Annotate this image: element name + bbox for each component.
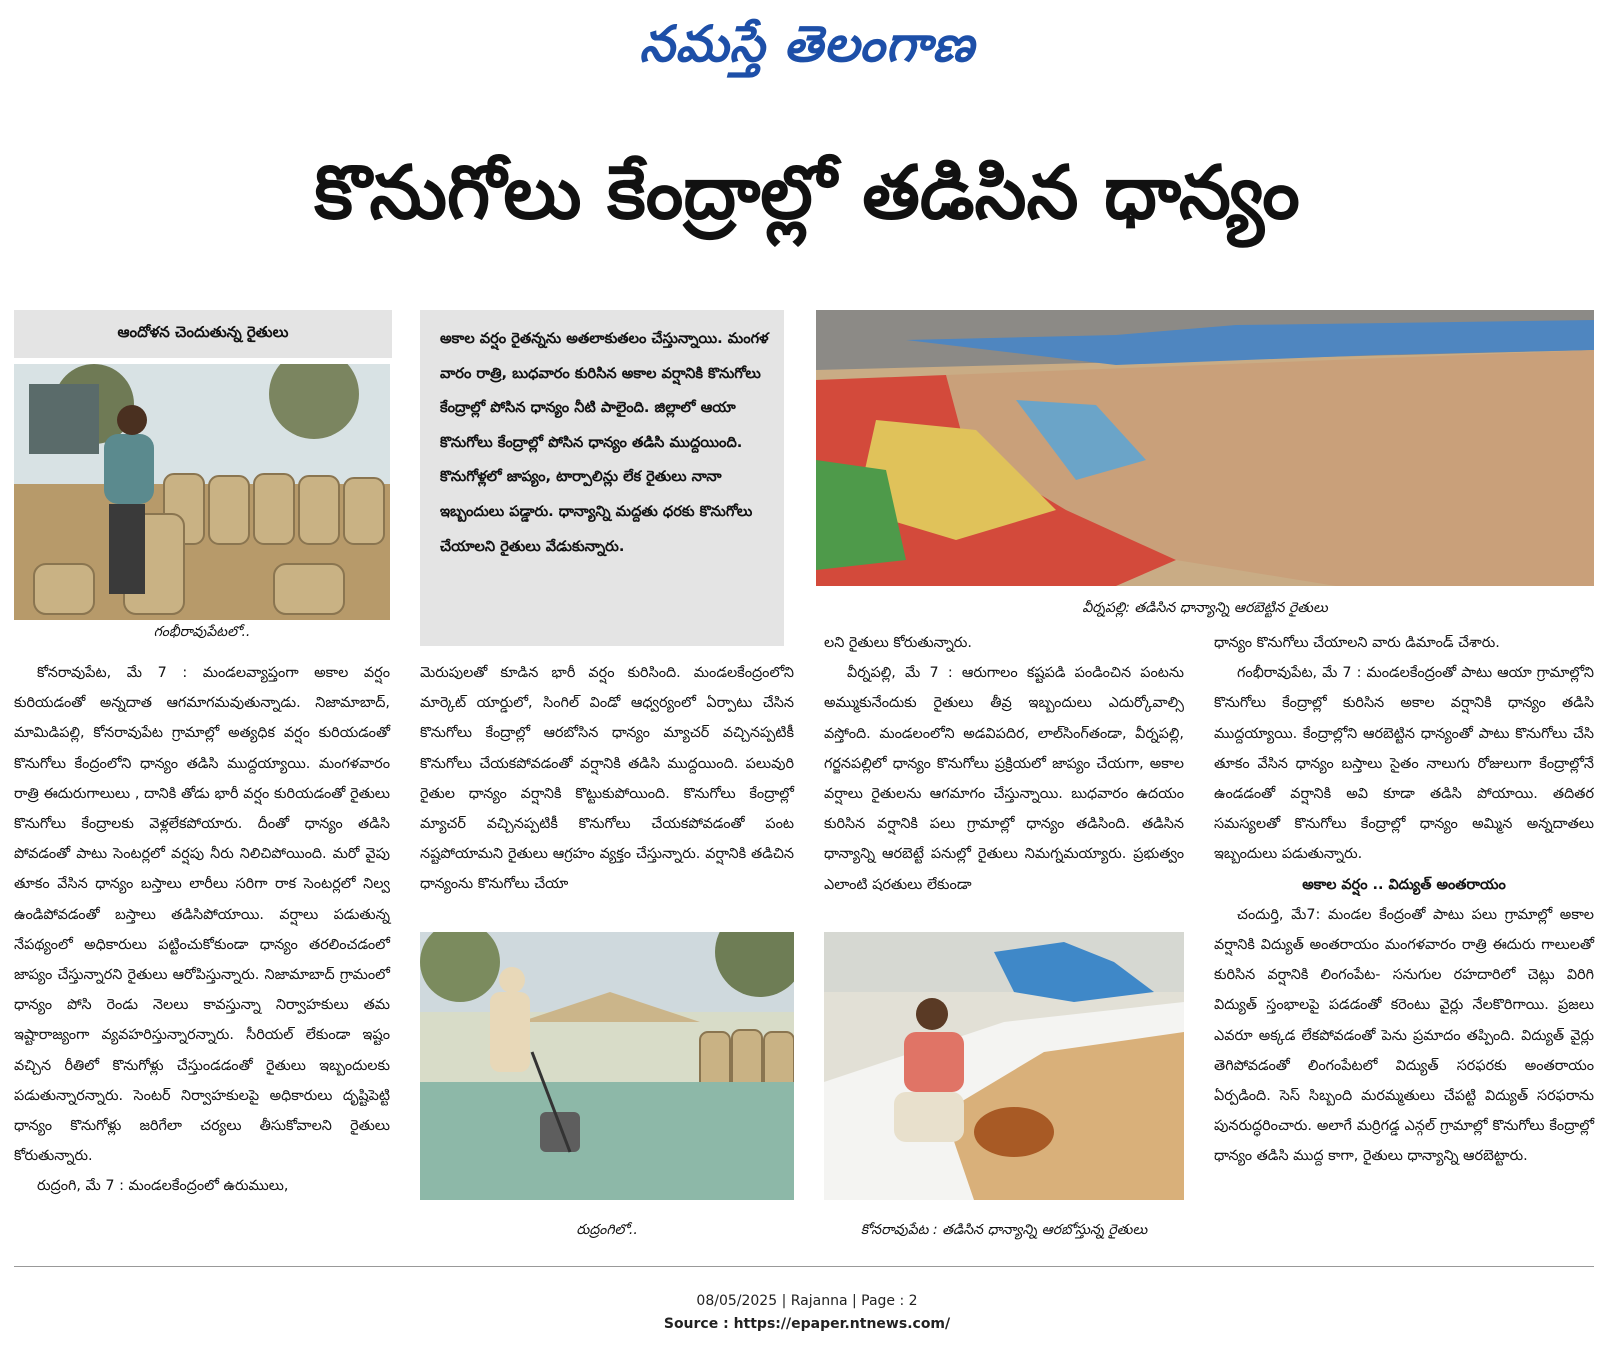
- photo-farmer-with-sacks: [14, 364, 390, 620]
- caption-photo1: గంభీరావుపేటలో..: [153, 624, 251, 640]
- caption-photo2: వీర్నపల్లి: తడిసిన ధాన్యాన్ని ఆరబెట్టిన రైతులు: [1082, 600, 1328, 616]
- lead-box: [420, 310, 784, 646]
- article-para-rudrangi-cont: మెరుపులతో కూడిన భారీ వర్షం కురిసింది. మండలకేంద్రంలోని మార్కెట్ యార్డులో, సింగిల్ విండో ఆధ్వర్యంలో ఏర్పాటు చేసిన కొనుగోలు కేంద్రాల్లో ఆరబోసిన ధాన్యం మ్యాచర్ వచ్చినప్పటికీ కొనుగోలు చేయకపోవడంతో వర్షానికి తడిసి ముద్దయింది. పలువురి రైతుల ధాన్యం వర్షానికి కొట్టుకుపోయింది. కొనుగోలు కేంద్రాల్లో మ్యాచర్ వచ్చినప్పటికీ కొనుగోలు చేయకపోవడంతో పంట నష్టపోయామని రైతులు ఆగ్రహం వ్యక్తం చేస్తున్నారు. వర్షానికి తడిచిన ధాన్యంను కొనుగోలు చేయా: [420, 665, 794, 893]
- article-column-4: [1214, 628, 1594, 1172]
- article-column-2: [420, 658, 794, 900]
- headline: కొనుగోలు కేంద్రాల్లో తడిసిన ధాన్యం: [314, 150, 1300, 236]
- caption-photo3: రుద్రంగిలో..: [576, 1222, 638, 1238]
- footer-source: Source : https://epaper.ntnews.com/: [663, 1316, 951, 1332]
- lead-text: అకాల వర్షం రైతన్నను అతలాకుతలం చేస్తున్నాయి. మంగళ వారం రాత్రి, బుధవారం కురిసిన అకాల వర్షానికి కొనుగోలు కేంద్రాల్లో పోసిన ధాన్యం నీటి పాలైంది. జిల్లాలో ఆయా కొనుగోలు కేంద్రాల్లో పోసిన ధాన్యం తడిసి ముద్దయింది. కొనుగోళ్లలో జాప్యం, టార్పాలిన్లు లేక రైతులు నానా ఇబ్బందులు పడ్డారు. ధాన్యాన్ని మద్దతు ధరకు కొనుగోలు చేయాలని రైతులు వేడుకున్నారు.: [440, 330, 769, 555]
- caption-photo4: కోనరావుపేట : తడిసిన ధాన్యాన్ని ఆరబోస్తున్న రైతులు: [860, 1222, 1148, 1238]
- article-para-gambhiraopet: గంభీరావుపేట, మే 7 : మండలకేంద్రంతో పాటు ఆయా గ్రామాల్లోని కొనుగోలు కేంద్రాల్లో కురిసిన అకాల వర్షానికి ధాన్యం తడిసి ముద్దయ్యాయి. కేంద్రాల్లోని ఆరబెట్టిన ధాన్యంతో పాటు కొనుగోలు చేసి తూకం వేసిన ధాన్యం బస్తాలు సైతం నాలుగు రోజులుగా కేంద్రాల్లోనే ఉండడంతో వర్షానికి అవి కూడా తడిసి పోయాయి. తదితర సమస్యలతో కొనుగోలు కేంద్రాల్లో ధాన్యం అమ్మిన అన్నదాతలు ఇబ్బందులు పడుతున్నారు.: [1214, 665, 1594, 863]
- article-para-chandurthi: చందుర్తి, మే7: మండల కేంద్రంతో పాటు పలు గ్రామాల్లో అకాల వర్షానికి విద్యుత్ అంతరాయం మంగళవారం రాత్రి ఈదురు గాలులతో కురిసిన వర్షానికి లింగంపేట- సనుగుల రహదారిలో చెట్లు విరిగి విద్యుత్ స్తంభాలపై పడడంతో కరెంటు వైర్లు నేలకొరిగాయి. ప్రజలు ఎవరూ అక్కడ లేకపోవడంతో పెను ప్రమాదం తప్పింది. విద్యుత్ వైర్లు తెగిపోవడంతో లింగంపేటలో విద్యుత్ సరఫరకు అంతరాయం ఏర్పడింది. సెస్ సిబ్బంది మరమ్మతులు చేపట్టి విద్యుత్ సరఫరాను పునరుద్ధరించారు. అలాగే మర్రిగడ్డ ఎన్గల్ గ్రామాల్లో కొనుగోలు కేంద్రాల్లో ధాన్యం తడిసి ముద్ద కాగా, రైతులు ధాన్యాన్ని ఆరబెట్టారు.: [1214, 906, 1594, 1165]
- photo-drying-grain-veernapalli: [816, 310, 1594, 586]
- footer-divider: [14, 1266, 1594, 1267]
- article-para-konaraopet: కోనరావుపేట, మే 7 : మండలవ్యాప్తంగా అకాల వర్షం కురియడంతో అన్నదాత ఆగమాగమవుతున్నాడు. నిజామాబాద్, మామిడిపల్లి, కోనరావుపేట గ్రామాల్లో అత్యధిక వర్షం కురియడంతో కొనుగోలు కేంద్రంలోని ధాన్యం తడిసి ముద్దయ్యాయి. మంగళవారం రాత్రి ఈదురుగాలులు , దానికి తోడు భారీ వర్షం కురియడంతో రైతులు కొనుగోలు కేంద్రాలకు వెళ్లలేకపోయారు. దీంతో ధాన్యం తడిసి పోవడంతో పాటు సెంటర్లలో వర్షపు నీరు నిలిచిపోయింది. మరో వైపు తూకం వేసిన ధాన్యం బస్తాలు లారీలు సరిగా రాక సెంటర్లలో నిల్వ ఉండిపోవడంతో బస్తాలు తడిసిపోయాయి. వర్షాలు పడుతున్న నేపథ్యంలో అధికారులు పట్టించుకోకుండా ధాన్యం తరలించడంలో జాప్యం చేస్తున్నారని రైతులు ఆరోపిస్తున్నారు. నిజామాబాద్ గ్రామంలో ధాన్యం పోసి రెండు నెలలు కావస్తున్నా నిర్వాహకులు తమ ఇష్టారాజ్యంగా వ్యవహరిస్తున్నారన్నారు. సీరియల్ లేకుండా ఇష్టం వచ్చిన రీతిలో కొనుగోళ్లు చేస్తుండడంతో రైతులు ఇబ్బందులకు పడుతున్నారన్నారు. సెంటర్ నిర్వాహకులపై అధికారులు దృష్టిపెట్టి ధాన్యం కొనుగోళ్లు జరిగేలా చర్యలు తీసుకోవాలని రైతులు కోరుతున్నారు.: [14, 665, 390, 1165]
- article-column-3: [824, 628, 1184, 900]
- article-para-cont: లని రైతులు కోరుతున్నారు.: [824, 635, 972, 651]
- article-para-demand: ధాన్యం కొనుగోలు చేయాలని వారు డిమాండ్ చేశారు.: [1214, 635, 1500, 651]
- article-para-veernapalli: వీర్నపల్లి, మే 7 : ఆరుగాలం కష్టపడి పండించిన పంటను అమ్ముకునేందుకు రైతులు తీవ్ర ఇబ్బందులు ఎదుర్కోవాల్సి వస్తోంది. మండలంలోని అడవిపదిర, లాల్‌సింగ్‌తండా, వీర్నపల్లి, గర్జనపల్లిలో ధాన్యం కొనుగోలు ప్రక్రియలో జాప్యం చేయగా, అకాల వర్షాలు రైతులను ఆగమాగం చేస్తున్నాయి. బుధవారం ఉదయం కురిసిన వర్షానికి పలు గ్రామాల్లో ధాన్యం తడిసింది. తడిసిన ధాన్యాన్ని ఆరబెట్టే పనుల్లో రైతులు నిమగ్నమయ్యారు. ప్రభుత్వం ఎలాంటి షరతులు లేకుండా: [824, 665, 1184, 893]
- kicker: ఆందోళన చెందుతున్న రైతులు: [14, 310, 392, 358]
- article-para-rudrangi-start: రుద్రంగి, మే 7 : మండలకేంద్రంలో ఉరుములు,: [37, 1178, 289, 1195]
- photo-man-drying-grain-konaraopet: [824, 932, 1184, 1200]
- article-column-1: [14, 658, 390, 1202]
- article-subheading: అకాల వర్షం .. విద్యుత్ అంతరాయం: [1302, 876, 1506, 893]
- footer-date-edition: 08/05/2025 | Rajanna | Page : 2: [696, 1293, 918, 1309]
- photo-woman-sweeping-grain: [420, 932, 794, 1200]
- newspaper-masthead: నమస్తే తెలంగాణ: [639, 14, 975, 73]
